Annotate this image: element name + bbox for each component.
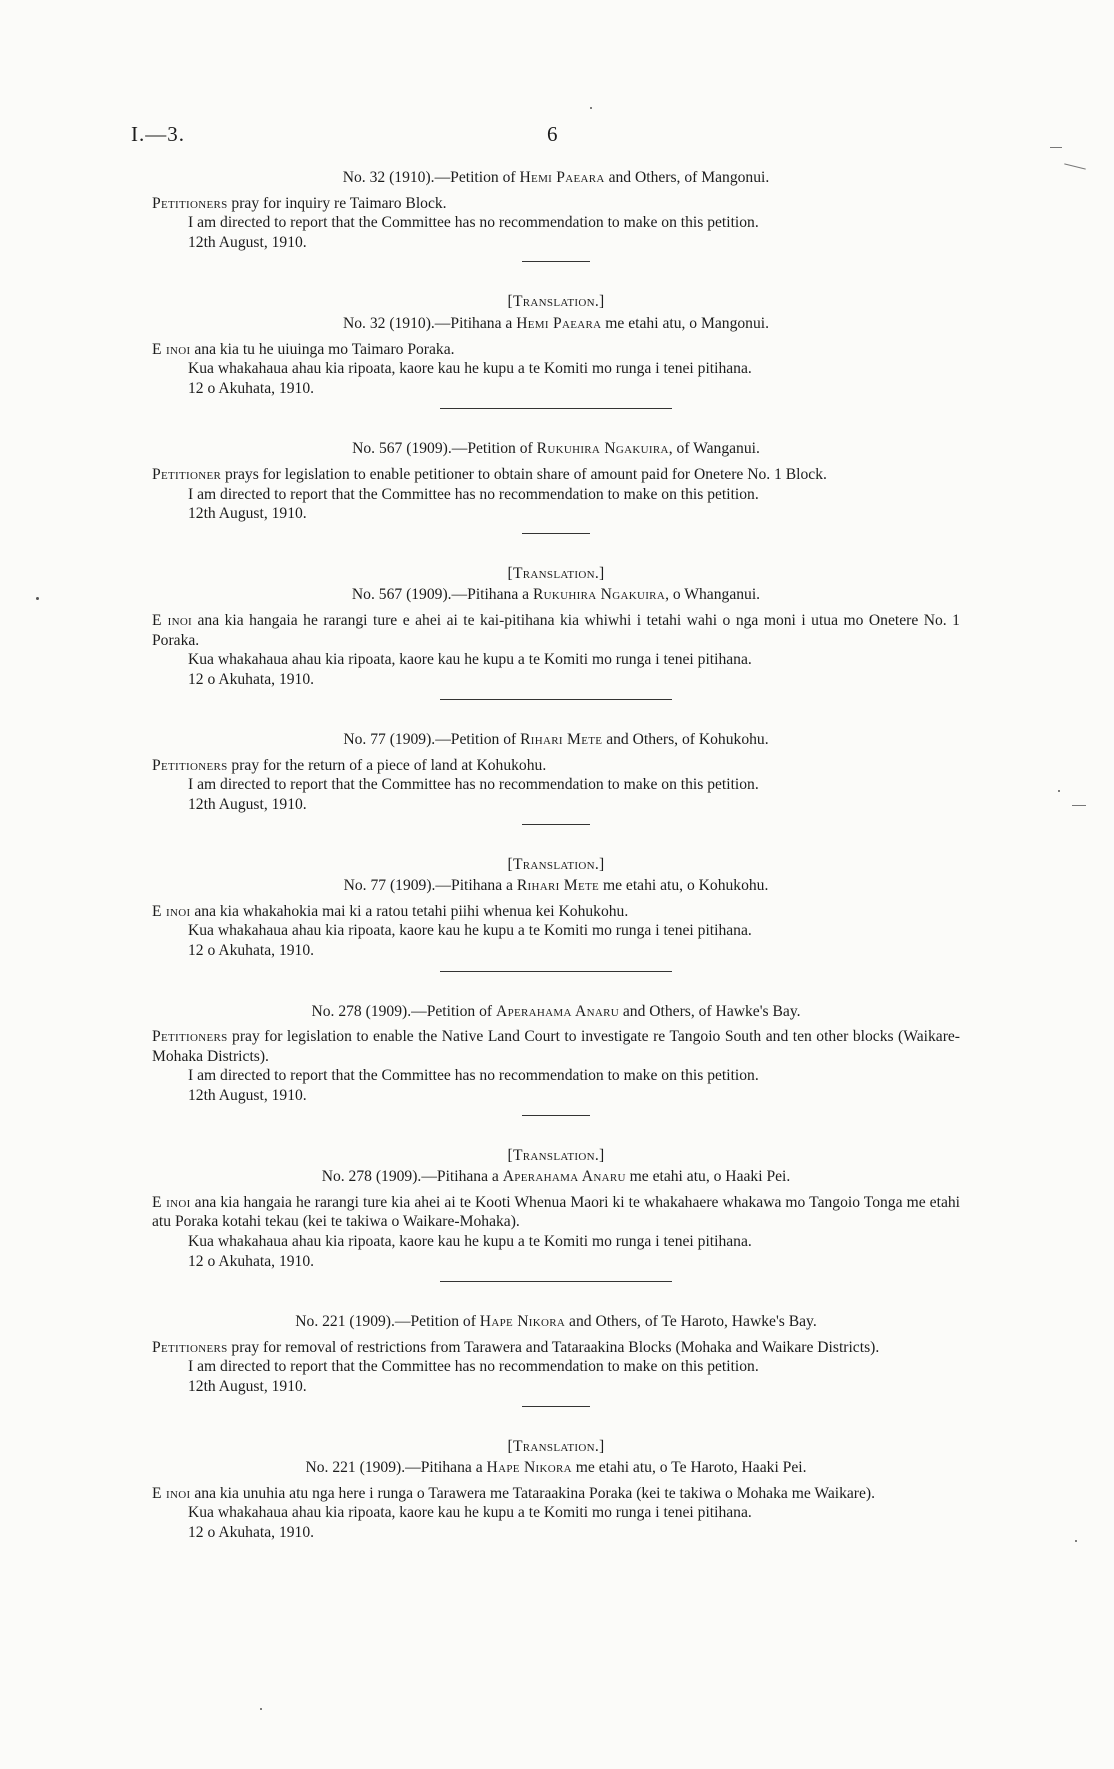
translation-prayer: E inoi ana kia unuhia atu nga here i runga o Tarawera me Tataraakina Poraka (kei te takiwa o Mohaka me Waikare).: [152, 1484, 876, 1502]
petition-heading: No. 32 (1910).—Petition of Hemi Paeara and Others, of Mangonui.: [342, 169, 770, 186]
petition-entry: [152, 730, 960, 971]
section-divider: [522, 1406, 590, 1407]
scan-speck: [1064, 163, 1086, 169]
petition-list: [152, 168, 960, 1543]
committee-report: I am directed to report that the Committee has no recommendation to make on this petition.: [188, 1067, 759, 1085]
document-reference: I.—3.: [131, 122, 185, 146]
translation-heading: No. 278 (1909).—Pitihana a Aperahama Anaru me etahi atu, o Haaki Pei.: [321, 1168, 791, 1186]
petitioner-name: Aperahama Anaru: [502, 1168, 626, 1186]
petitioner-name: Hape Nikora: [486, 1459, 572, 1477]
report-date: 12th August, 1910.: [188, 505, 307, 523]
petitioner-name: Aperahama Anaru: [496, 1002, 619, 1020]
translation-report: Kua whakahaua ahau kia ripoata, kaore kau he kupu a te Komiti mo runga i tenei pitihana.: [188, 651, 752, 669]
petitioner-name: Rukuhira Ngakuira: [532, 586, 666, 604]
petitioner-name: Rihari Mete: [516, 877, 600, 895]
entry-divider: [440, 1281, 672, 1282]
scan-speck: [1058, 790, 1060, 792]
section-divider: [522, 824, 590, 825]
committee-report: I am directed to report that the Committee has no recommendation to make on this petition.: [188, 1358, 759, 1376]
translation-heading: No. 567 (1909).—Pitihana a Rukuhira Ngakuira, o Whanganui.: [351, 586, 761, 604]
translation-prayer: E inoi ana kia hangaia he rarangi ture e ahei ai te kai-pitihana kia whiwhi i tetahi wahi o nga moni i utua mo Onetere No. 1 Poraka.: [152, 611, 960, 649]
petitioner-name: Rukuhira Ngakuira: [536, 440, 669, 458]
entry-divider: [440, 971, 672, 972]
translation-label: [Translation.]: [507, 1437, 605, 1455]
report-date: 12th August, 1910.: [188, 233, 307, 251]
petition-entry: [152, 439, 960, 700]
petition-heading: No. 278 (1909).—Petition of Aperahama Anaru and Others, of Hawke's Bay.: [311, 1002, 801, 1020]
petition-entry: [152, 1002, 960, 1283]
committee-report: I am directed to report that the Committee has no recommendation to make on this petition.: [188, 776, 759, 794]
translation-label: [Translation.]: [507, 293, 605, 311]
translation-report: Kua whakahaua ahau kia ripoata, kaore kau he kupu a te Komiti mo runga i tenei pitihana.: [188, 1232, 752, 1250]
report-date: 12th August, 1910.: [188, 1087, 307, 1104]
committee-report: I am directed to report that the Committee has no recommendation to make on this petition.: [188, 214, 759, 232]
petition-prayer: Petitioners pray for removal of restrictions from Tarawera and Tataraakina Blocks (Mohaka and Waikare Districts).: [152, 1338, 880, 1356]
scan-speck: [260, 1708, 262, 1710]
translation-date: 12 o Akuhata, 1910.: [188, 1252, 315, 1270]
scan-speck: [1072, 805, 1086, 806]
petition-heading: No. 221 (1909).—Petition of Hape Nikora and Others, of Te Haroto, Hawke's Bay.: [295, 1313, 817, 1331]
petitioner-name: Rihari Mete: [520, 731, 603, 749]
translation-report: Kua whakahaua ahau kia ripoata, kaore kau he kupu a te Komiti mo runga i tenei pitihana.: [188, 1504, 752, 1522]
section-divider: [522, 1115, 590, 1116]
petition-prayer: Petitioners pray for legislation to enable the Native Land Court to investigate re Tangoio South and ten other blocks (Waikare-Mohaka Districts).: [152, 1028, 960, 1065]
petitioner-name: Hape Nikora: [479, 1313, 566, 1331]
translation-report: Kua whakahaua ahau kia ripoata, kaore kau he kupu a te Komiti mo runga i tenei pitihana.: [188, 922, 752, 940]
petitioner-name: Hemi Paeara: [519, 169, 605, 186]
petition-heading: No. 567 (1909).—Petition of Rukuhira Ngakuira, of Wanganui.: [352, 440, 760, 458]
translation-label: [Translation.]: [507, 564, 605, 582]
translation-date: 12 o Akuhata, 1910.: [188, 1523, 315, 1541]
page-number: 6: [547, 122, 558, 146]
translation-date: 12 o Akuhata, 1910.: [188, 670, 315, 688]
translation-prayer: E inoi ana kia hangaia he rarangi ture kia ahei ai te Kooti Whenua Maori ki te whakahaere whakawa mo Tangoio Tonga me etahi atu Poraka kotahi tekau (kei te takiwa o Waikare-Mohaka).: [152, 1193, 960, 1231]
entry-divider: [440, 408, 672, 409]
petition-heading: No. 77 (1909).—Petition of Rihari Mete and Others, of Kohukohu.: [343, 731, 769, 749]
translation-date: 12 o Akuhata, 1910.: [188, 942, 315, 960]
scan-speck: [590, 107, 592, 109]
translation-heading: No. 221 (1909).—Pitihana a Hape Nikora me etahi atu, o Te Haroto, Haaki Pei.: [305, 1459, 807, 1477]
translation-date: 12 o Akuhata, 1910.: [188, 379, 315, 397]
translation-heading: No. 77 (1909).—Pitihana a Rihari Mete me etahi atu, o Kohukohu.: [343, 877, 769, 895]
report-date: 12th August, 1910.: [188, 1377, 307, 1395]
petition-prayer: Petitioners pray for the return of a piece of land at Kohukohu.: [152, 756, 547, 774]
section-divider: [522, 261, 590, 262]
scan-speck: [1075, 1540, 1077, 1542]
scan-speck: [36, 597, 39, 600]
scan-speck: [1050, 147, 1062, 148]
report-date: 12th August, 1910.: [188, 796, 307, 814]
petition-prayer: Petitioner prays for legislation to enable petitioner to obtain share of amount paid for Onetere No. 1 Block.: [152, 465, 827, 483]
translation-heading: No. 32 (1910).—Pitihana a Hemi Paeara me etahi atu, o Mangonui.: [342, 314, 770, 332]
petition-prayer: Petitioners pray for inquiry re Taimaro Block.: [152, 194, 447, 212]
section-divider: [522, 533, 590, 534]
translation-label: [Translation.]: [507, 1146, 605, 1164]
committee-report: I am directed to report that the Committee has no recommendation to make on this petition.: [188, 485, 759, 503]
petition-entry: [152, 168, 960, 409]
translation-prayer: E inoi ana kia tu he uiuinga mo Taimaro Poraka.: [152, 340, 455, 358]
translation-report: Kua whakahaua ahau kia ripoata, kaore kau he kupu a te Komiti mo runga i tenei pitihana.: [188, 360, 752, 378]
petitioner-name: Hemi Paeara: [516, 314, 602, 332]
petition-entry: [152, 1312, 960, 1542]
translation-label: [Translation.]: [507, 855, 605, 873]
entry-divider: [440, 699, 672, 700]
translation-prayer: E inoi ana kia whakahokia mai ki a ratou tetahi piihi whenua kei Kohukohu.: [152, 902, 629, 920]
